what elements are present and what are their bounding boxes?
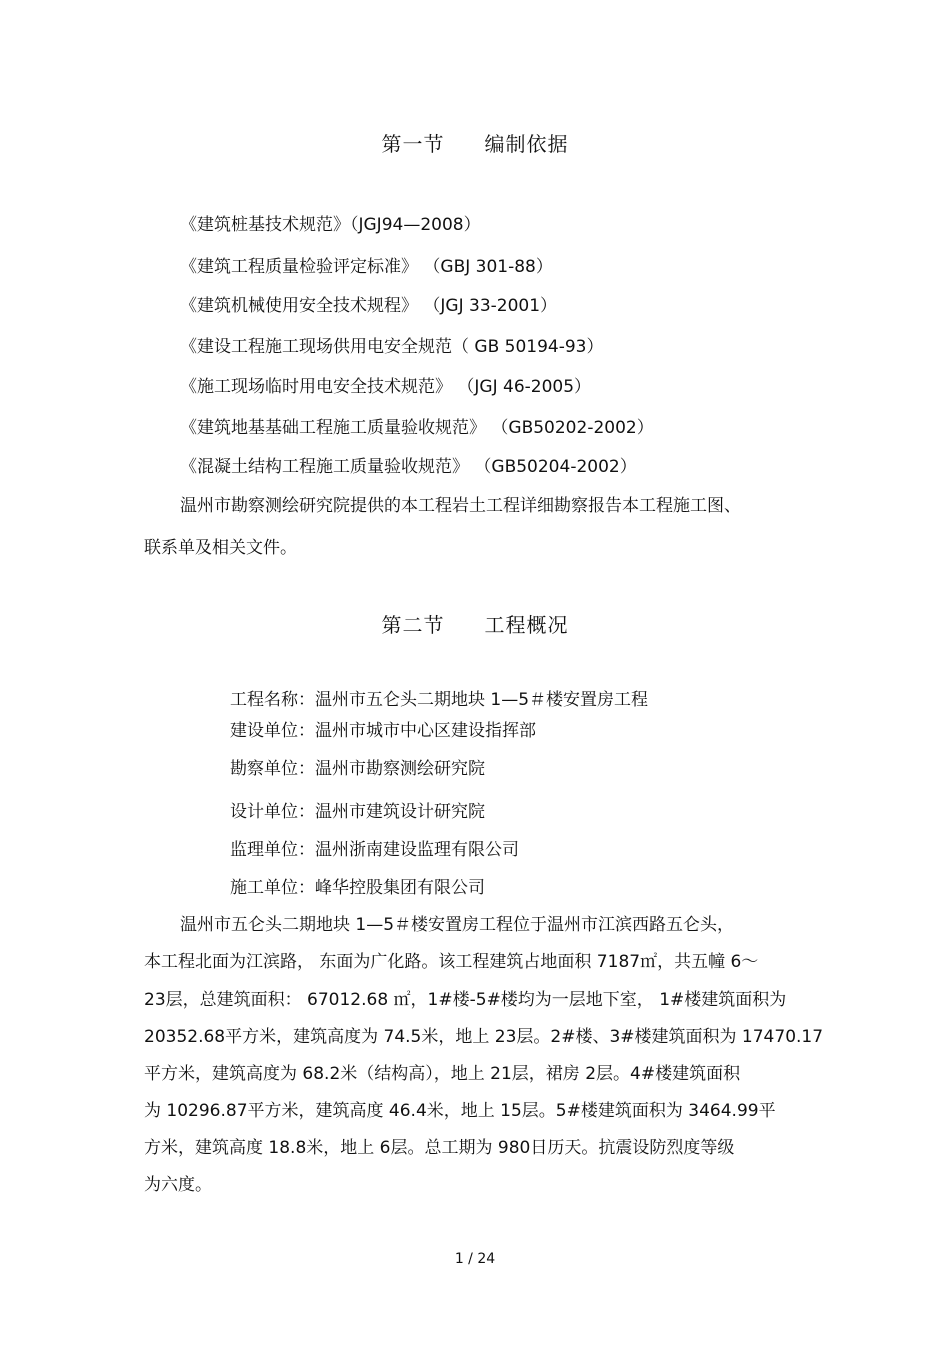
reference-item: 《建筑桩基技术规范》（JGJ94—2008）	[180, 215, 481, 235]
section-heading-1	[0, 128, 950, 157]
reference-item: 《建筑工程质量检验评定标准》 （GBJ 301-88）	[180, 257, 553, 277]
info-line-design: 设计单位：温州市建筑设计研究院	[230, 802, 485, 822]
section-number: 第一节	[381, 132, 445, 156]
reference-item: 《建筑地基基础工程施工质量验收规范》 （GB50202-2002）	[180, 418, 654, 438]
paragraph-line: 为六度。	[144, 1175, 212, 1195]
paragraph-line: 为 10296.87平方米，建筑高度 46.4米，地上 15层。5#楼建筑面积为 3464.99平	[144, 1101, 776, 1121]
info-line-supervision: 监理单位：温州浙南建设监理有限公司	[230, 840, 519, 860]
reference-item: 《建筑机械使用安全技术规程》 （JGJ 33-2001）	[180, 296, 558, 316]
paragraph-line: 本工程北面为江滨路， 东面为广化路。该工程建筑占地面积 7187㎡，共五幢 6～	[144, 952, 759, 972]
page-number: 1 / 24	[454, 1251, 496, 1267]
section-heading-2	[0, 609, 950, 638]
paragraph-line: 20352.68平方米，建筑高度为 74.5米，地上 23层。2#楼、3#楼建筑面积为 17470.17	[144, 1027, 824, 1047]
reference-item: 《建设工程施工现场供用电安全规范（ GB 50194-93）	[180, 337, 604, 357]
paragraph-line: 23层，总建筑面积： 67012.68 ㎡，1#楼-5#楼均为一层地下室， 1#楼建筑面积为	[144, 990, 787, 1010]
info-line-survey: 勘察单位：温州市勘察测绘研究院	[230, 759, 485, 779]
paragraph-line: 联系单及相关文件。	[144, 538, 297, 558]
section-title: 编制依据	[484, 132, 569, 156]
info-line-construction: 施工单位：峰华控股集团有限公司	[230, 878, 485, 898]
paragraph-line: 温州市五仑头二期地块 1—5＃楼安置房工程位于温州市江滨西路五仑头，	[180, 915, 735, 935]
reference-item: 《混凝土结构工程施工质量验收规范》 （GB50204-2002）	[180, 457, 637, 477]
paragraph-line: 方米，建筑高度 18.8米，地上 6层。总工期为 980日历天。抗震设防烈度等级	[144, 1138, 735, 1158]
section-number: 第二节	[381, 613, 445, 637]
paragraph-line: 平方米，建筑高度为 68.2米（结构高），地上 21层，裙房 2层。4#楼建筑面积	[144, 1064, 741, 1084]
section-title: 工程概况	[484, 613, 569, 637]
reference-item: 《施工现场临时用电安全技术规范》 （JGJ 46-2005）	[180, 377, 592, 397]
info-line-owner: 建设单位：温州市城市中心区建设指挥部	[230, 721, 536, 741]
paragraph-line: 温州市勘察测绘研究院提供的本工程岩土工程详细勘察报告本工程施工图、	[180, 496, 741, 516]
info-line-project-name: 工程名称：温州市五仑头二期地块 1—5＃楼安置房工程	[230, 690, 649, 710]
